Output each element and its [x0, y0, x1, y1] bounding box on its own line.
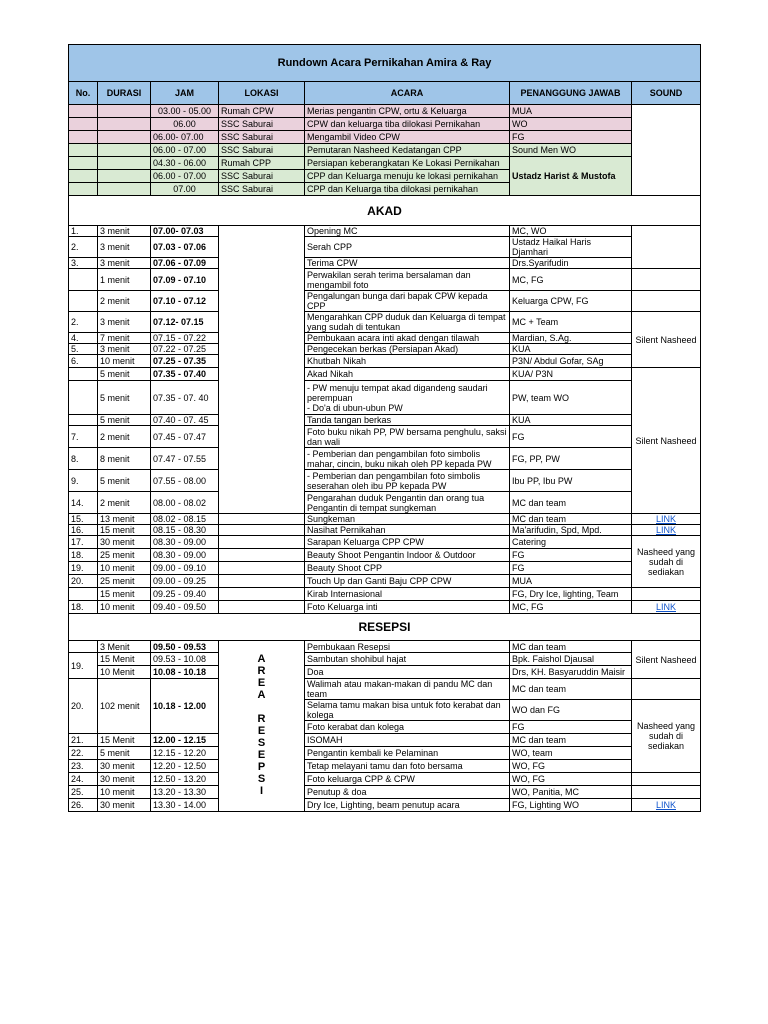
area-letter: E [257, 749, 266, 761]
sound-link-cell [632, 525, 701, 536]
acara-cell: Persiapan keberangkatan Ke Lokasi Pernikahan [305, 157, 510, 170]
jam-cell: 07.09 - 07.10 [151, 269, 219, 291]
pj-cell: MC, FG [510, 269, 632, 291]
pj-cell: Mardian, S.Ag. [510, 333, 632, 344]
jam-cell: 10.18 - 12.00 [151, 679, 219, 734]
akad-row [69, 426, 701, 448]
acara-cell: CPW dan keluarga tiba dilokasi Pernikahan [305, 118, 510, 131]
jam-cell: 07.00 [151, 183, 219, 196]
sound-silent-nasheed: Silent Nasheed [632, 641, 701, 679]
area-letter: E [257, 677, 266, 689]
akad-row [69, 536, 701, 549]
acara-cell: CPP dan Keluarga tiba dilokasi pernikahan [305, 183, 510, 196]
akad-row [69, 601, 701, 614]
jam-cell: 09.00 - 09.25 [151, 575, 219, 588]
sound-silent-nasheed: Silent Nasheed [632, 368, 701, 514]
pj-cell: Sound Men WO [510, 144, 632, 157]
acara-cell: Opening MC [305, 226, 510, 237]
akad-row [69, 344, 701, 355]
acara-cell: CPP dan Keluarga menuju ke lokasi pernikahan [305, 170, 510, 183]
acara-cell: Pembukaan acara inti akad dengan tilawah [305, 333, 510, 344]
pj-cell: MC, WO [510, 226, 632, 237]
acara-cell: Mengambil Video CPW [305, 131, 510, 144]
durasi-cell: 2 menit [98, 426, 151, 448]
acara-cell: Khutbah Nikah [305, 355, 510, 368]
no-cell: 25. [69, 786, 98, 799]
sound-empty [632, 679, 701, 700]
area-letter [221, 701, 302, 713]
pj-cell: FG [510, 426, 632, 448]
akad-row [69, 333, 701, 344]
pj-cell: Ma'arifudin, Spd, Mpd. [510, 525, 632, 536]
akad-row [69, 514, 701, 525]
durasi-cell: 25 menit [98, 575, 151, 588]
durasi-cell: 8 menit [98, 448, 151, 470]
durasi-cell: 13 menit [98, 514, 151, 525]
sound-empty [632, 773, 701, 786]
jam-cell: 07.15 - 07.22 [151, 333, 219, 344]
akad-row [69, 588, 701, 601]
jam-cell: 04.30 - 06.00 [151, 157, 219, 170]
acara-cell: Foto Keluarga inti [305, 601, 510, 614]
lokasi-cell: Rumah CPW [219, 105, 305, 118]
no-cell: 22. [69, 747, 98, 760]
acara-cell: Foto buku nikah PP, PW bersama penghulu, saksi dan wali [305, 426, 510, 448]
acara-cell: Dry Ice, Lighting, beam penutup acara [305, 799, 510, 812]
durasi-cell: 10 menit [98, 355, 151, 368]
area-letter: E [257, 725, 266, 737]
akad-row [69, 291, 701, 312]
acara-cell: - Pemberian dan pengambilan foto simbolis seserahan oleh ibu PP kepada PW [305, 470, 510, 492]
akad-row [69, 562, 701, 575]
sound-link-cell [632, 514, 701, 525]
no-cell: 1. [69, 226, 98, 237]
pj-cell: PW, team WO [510, 381, 632, 415]
acara-cell: Akad Nikah [305, 368, 510, 381]
section-title-resepsi: RESEPSI [69, 614, 701, 641]
jam-cell: 07.00- 07.03 [151, 226, 219, 237]
no-cell: 2. [69, 237, 98, 258]
no-cell: 15. [69, 514, 98, 525]
acara-cell: Beauty Shoot CPP [305, 562, 510, 575]
acara-cell: Pengalungan bunga dari bapak CPW kepada CPP [305, 291, 510, 312]
area-letter: A [257, 689, 266, 701]
durasi-cell: 2 menit [98, 291, 151, 312]
jam-cell: 06.00 - 07.00 [151, 144, 219, 157]
no-cell: 18. [69, 601, 98, 614]
no-cell: 4. [69, 333, 98, 344]
jam-cell: 08.30 - 09.00 [151, 549, 219, 562]
durasi-cell: 5 menit [98, 381, 151, 415]
pj-cell: FG [510, 131, 632, 144]
durasi-cell: 30 menit [98, 799, 151, 812]
jam-cell: 07.25 - 07.35 [151, 355, 219, 368]
durasi-cell: 3 menit [98, 226, 151, 237]
pj-cell: MC + Team [510, 312, 632, 333]
lokasi-cell: SSC Saburai [219, 170, 305, 183]
durasi-cell: 5 menit [98, 368, 151, 381]
acara-cell: Foto kerabat dan kolega [305, 721, 510, 734]
jam-cell: 12.20 - 12.50 [151, 760, 219, 773]
header-sound: SOUND [632, 82, 701, 105]
resepsi-row [69, 760, 701, 773]
resepsi-row [69, 786, 701, 799]
jam-cell: 07.03 - 07.06 [151, 237, 219, 258]
area-letter: A [257, 653, 266, 665]
no-cell: 5. [69, 344, 98, 355]
area-letter: R [257, 665, 266, 677]
no-cell: 9. [69, 470, 98, 492]
header-no: No. [69, 82, 98, 105]
no-cell: 8. [69, 448, 98, 470]
pj-cell: Keluarga CPW, FG [510, 291, 632, 312]
jam-cell: 07.12- 07.15 [151, 312, 219, 333]
durasi-cell: 15 menit [98, 588, 151, 601]
no-cell: 6. [69, 355, 98, 368]
durasi-cell: 30 menit [98, 760, 151, 773]
lokasi-cell: SSC Saburai [219, 183, 305, 196]
durasi-cell: 30 menit [98, 773, 151, 786]
lokasi-cell [219, 601, 305, 614]
no-cell [69, 641, 98, 653]
acara-cell: Foto keluarga CPP & CPW [305, 773, 510, 786]
header-penanggung-jawab: PENANGGUNG JAWAB [510, 82, 632, 105]
lokasi-cell [219, 588, 305, 601]
acara-cell: Pembukaan Resepsi [305, 641, 510, 653]
pj-cell: MC, FG [510, 601, 632, 614]
jam-cell: 09.50 - 09.53 [151, 641, 219, 653]
pj-cell: FG [510, 549, 632, 562]
durasi-cell: 3 Menit [98, 641, 151, 653]
jam-cell: 09.53 - 10.08 [151, 653, 219, 666]
durasi-cell: 25 menit [98, 549, 151, 562]
lokasi-cell [219, 525, 305, 536]
area-letter: I [259, 785, 264, 797]
akad-row [69, 258, 701, 269]
jam-cell: 07.35 - 07.40 [151, 368, 219, 381]
sound-empty [632, 588, 701, 601]
pj-cell: WO [510, 118, 632, 131]
acara-cell: - Pemberian dan pengambilan foto simbolis mahar, cincin, buku nikah oleh PP kepada PW [305, 448, 510, 470]
durasi-cell: 3 menit [98, 312, 151, 333]
durasi-cell: 5 menit [98, 747, 151, 760]
jam-cell: 10.08 - 10.18 [151, 666, 219, 679]
sound-empty [632, 269, 701, 291]
no-cell [69, 368, 98, 381]
pj-cell: KUA/ P3N [510, 368, 632, 381]
akad-row [69, 470, 701, 492]
rundown-table [68, 44, 701, 812]
akad-row [69, 381, 701, 415]
pj-cell: Ibu PP, Ibu PW [510, 470, 632, 492]
pj-cell: Drs, KH. Basyaruddin Maisir [510, 666, 632, 679]
prep-row [69, 157, 701, 170]
jam-cell: 06.00- 07.00 [151, 131, 219, 144]
pj-cell: MUA [510, 105, 632, 118]
prep-row [69, 131, 701, 144]
no-cell: 3. [69, 258, 98, 269]
acara-cell: Perwakilan serah terima bersalaman dan mengambil foto [305, 269, 510, 291]
no-cell: 18. [69, 549, 98, 562]
area-resepsi-label [219, 641, 305, 812]
acara-cell: Pengarahan duduk Pengantin dan orang tua Pengantin di tempat sungkeman [305, 492, 510, 514]
acara-cell: Doa [305, 666, 510, 679]
acara-cell: Merias pengantin CPW, ortu & Keluarga [305, 105, 510, 118]
jam-cell: 08.02 - 08.15 [151, 514, 219, 525]
jam-cell: 07.40 - 07. 45 [151, 415, 219, 426]
no-cell: 16. [69, 525, 98, 536]
jam-cell: 09.00 - 09.10 [151, 562, 219, 575]
sound-link[interactable]: LINK [655, 800, 676, 810]
lokasi-cell: SSC Saburai [219, 131, 305, 144]
resepsi-row [69, 641, 701, 653]
durasi-cell: 3 menit [98, 344, 151, 355]
jam-cell: 08.15 - 08.30 [151, 525, 219, 536]
page-title: Rundown Acara Pernikahan Amira & Ray [69, 45, 701, 82]
pj-cell: FG [510, 721, 632, 734]
no-cell: 7. [69, 426, 98, 448]
section-row [69, 614, 701, 641]
pj-cell: MC dan team [510, 492, 632, 514]
durasi-cell: 3 menit [98, 258, 151, 269]
durasi-cell: 10 menit [98, 601, 151, 614]
area-letter: S [257, 773, 266, 785]
resepsi-row [69, 679, 701, 700]
durasi-cell: 30 menit [98, 536, 151, 549]
pj-cell: WO, Panitia, MC [510, 786, 632, 799]
jam-cell: 07.22 - 07.25 [151, 344, 219, 355]
no-cell: 21. [69, 734, 98, 747]
acara-cell: Mengarahkan CPP duduk dan Keluarga di tempat yang sudah di tentukan [305, 312, 510, 333]
pj-cell: MC dan team [510, 734, 632, 747]
sound-nasheed-disediakan: Nasheed yang sudah di sediakan [632, 700, 701, 773]
durasi-cell: 10 menit [98, 562, 151, 575]
acara-cell: Pengantin kembali ke Pelaminan [305, 747, 510, 760]
header-lokasi: LOKASI [219, 82, 305, 105]
resepsi-row [69, 799, 701, 812]
pj-cell: MC dan team [510, 641, 632, 653]
akad-row [69, 492, 701, 514]
acara-cell: Terima CPW [305, 258, 510, 269]
durasi-cell: 7 menit [98, 333, 151, 344]
acara-cell: Tetap melayani tamu dan foto bersama [305, 760, 510, 773]
header-durasi: DURASI [98, 82, 151, 105]
durasi-cell: 1 menit [98, 269, 151, 291]
jam-cell: 03.00 - 05.00 [151, 105, 219, 118]
lokasi-cell [219, 514, 305, 525]
jam-cell: 12.15 - 12.20 [151, 747, 219, 760]
no-cell [69, 381, 98, 415]
pj-cell: Ustadz Haikal Haris Djamhari [510, 237, 632, 258]
no-cell: 19. [69, 653, 98, 679]
pj-cell: Catering [510, 536, 632, 549]
pj-cell: FG, Lighting WO [510, 799, 632, 812]
lokasi-cell: SSC Saburai [219, 118, 305, 131]
sound-link[interactable]: LINK [655, 525, 676, 535]
durasi-cell: 2 menit [98, 492, 151, 514]
sound-empty [632, 291, 701, 312]
pj-cell: Bpk. Faishol Djausal [510, 653, 632, 666]
sound-empty [632, 786, 701, 799]
durasi-cell: 5 menit [98, 470, 151, 492]
lokasi-cell [219, 575, 305, 588]
no-cell: 20. [69, 575, 98, 588]
jam-cell: 12.50 - 13.20 [151, 773, 219, 786]
jam-cell: 13.20 - 13.30 [151, 786, 219, 799]
akad-row [69, 226, 701, 237]
durasi-cell: 15 Menit [98, 734, 151, 747]
acara-cell: Serah CPP [305, 237, 510, 258]
lokasi-cell [219, 536, 305, 549]
acara-cell: Pemutaran Nasheed Kedatangan CPP [305, 144, 510, 157]
no-cell [69, 269, 98, 291]
akad-row [69, 237, 701, 258]
jam-cell: 07.35 - 07. 40 [151, 381, 219, 415]
pj-cell: WO, team [510, 747, 632, 760]
no-cell: 2. [69, 312, 98, 333]
pj-cell: MC dan team [510, 679, 632, 700]
akad-row [69, 448, 701, 470]
acara-cell: Walimah atau makan-makan di pandu MC dan team [305, 679, 510, 700]
akad-row [69, 368, 701, 381]
jam-cell: 07.06 - 07.09 [151, 258, 219, 269]
resepsi-row [69, 773, 701, 786]
acara-cell: ISOMAH [305, 734, 510, 747]
prep-row [69, 144, 701, 157]
pj-cell: FG, Dry Ice, lighting, Team [510, 588, 632, 601]
akad-row [69, 355, 701, 368]
durasi-cell: 5 menit [98, 415, 151, 426]
jam-cell: 07.10 - 07.12 [151, 291, 219, 312]
no-cell: 20. [69, 679, 98, 734]
acara-cell: Sambutan shohibul hajat [305, 653, 510, 666]
no-cell [69, 415, 98, 426]
header-row [69, 82, 701, 105]
header-acara: ACARA [305, 82, 510, 105]
resepsi-row [69, 747, 701, 760]
jam-cell: 09.25 - 09.40 [151, 588, 219, 601]
jam-cell: 07.55 - 08.00 [151, 470, 219, 492]
sound-link[interactable]: LINK [655, 602, 676, 612]
acara-cell: Selama tamu makan bisa untuk foto kerabat dan kolega [305, 700, 510, 721]
header-jam: JAM [151, 82, 219, 105]
pj-cell: KUA [510, 344, 632, 355]
pj-cell: WO, FG [510, 760, 632, 773]
prep-row [69, 105, 701, 118]
jam-cell: 07.47 - 07.55 [151, 448, 219, 470]
acara-cell: - PW menuju tempat akad digandeng saudari perempuan - Do'a di ubun-ubun PW [305, 381, 510, 415]
jam-cell: 07.45 - 07.47 [151, 426, 219, 448]
lokasi-cell-akad [219, 226, 305, 514]
no-cell [69, 291, 98, 312]
durasi-cell: 15 menit [98, 525, 151, 536]
akad-row [69, 269, 701, 291]
lokasi-cell: Rumah CPP [219, 157, 305, 170]
jam-cell: 09.40 - 09.50 [151, 601, 219, 614]
sound-link-cell [632, 601, 701, 614]
prep-row [69, 118, 701, 131]
jam-cell: 12.00 - 12.15 [151, 734, 219, 747]
acara-cell: Sungkeman [305, 514, 510, 525]
no-cell: 23. [69, 760, 98, 773]
no-cell: 24. [69, 773, 98, 786]
durasi-cell: 3 menit [98, 237, 151, 258]
no-cell: 14. [69, 492, 98, 514]
pj-cell: WO dan FG [510, 700, 632, 721]
resepsi-row [69, 734, 701, 747]
akad-row [69, 575, 701, 588]
pj-cell: WO, FG [510, 773, 632, 786]
no-cell [69, 588, 98, 601]
area-letter: R [257, 713, 266, 725]
pj-cell: MC dan team [510, 514, 632, 525]
no-cell: 17. [69, 536, 98, 549]
sound-link-cell [632, 799, 701, 812]
no-cell: 26. [69, 799, 98, 812]
pj-cell: MUA [510, 575, 632, 588]
acara-cell: Pengecekan berkas (Persiapan Akad) [305, 344, 510, 355]
lokasi-cell: SSC Saburai [219, 144, 305, 157]
sound-link[interactable]: LINK [655, 514, 676, 524]
pj-cell: P3N/ Abdul Gofar, SAg [510, 355, 632, 368]
sound-empty [632, 226, 701, 269]
acara-cell: Penutup & doa [305, 786, 510, 799]
rundown-sheet [68, 44, 700, 812]
akad-row [69, 525, 701, 536]
section-title-akad: AKAD [69, 196, 701, 226]
acara-cell: Touch Up dan Ganti Baju CPP CPW [305, 575, 510, 588]
acara-cell: Sarapan Keluarga CPP CPW [305, 536, 510, 549]
acara-cell: Nasihat Pernikahan [305, 525, 510, 536]
resepsi-row [69, 653, 701, 666]
akad-row [69, 312, 701, 333]
acara-cell: Kirab Internasional [305, 588, 510, 601]
pj-cell: KUA [510, 415, 632, 426]
jam-cell: 06.00 [151, 118, 219, 131]
jam-cell: 13.30 - 14.00 [151, 799, 219, 812]
sound-silent-nasheed: Silent Nasheed [632, 312, 701, 368]
pj-cell: FG, PP, PW [510, 448, 632, 470]
akad-row [69, 549, 701, 562]
pj-cell: Drs.Syarifudin [510, 258, 632, 269]
durasi-cell: 10 Menit [98, 666, 151, 679]
lokasi-cell [219, 562, 305, 575]
jam-cell: 06.00 - 07.00 [151, 170, 219, 183]
lokasi-cell [219, 549, 305, 562]
acara-cell: Beauty Shoot Pengantin Indoor & Outdoor [305, 549, 510, 562]
pj-cell: FG [510, 562, 632, 575]
durasi-cell: 15 Menit [98, 653, 151, 666]
no-cell: 19. [69, 562, 98, 575]
sound-nasheed-disediakan: Nasheed yang sudah di sediakan [632, 536, 701, 588]
akad-row [69, 415, 701, 426]
resepsi-row [69, 666, 701, 679]
durasi-cell: 10 menit [98, 786, 151, 799]
area-letter: P [257, 761, 266, 773]
pj-cell-group: Ustadz Harist & Mustofa [510, 157, 632, 196]
durasi-cell: 102 menit [98, 679, 151, 734]
jam-cell: 08.00 - 08.02 [151, 492, 219, 514]
area-letter: S [257, 737, 266, 749]
acara-cell: Tanda tangan berkas [305, 415, 510, 426]
jam-cell: 08.30 - 09.00 [151, 536, 219, 549]
